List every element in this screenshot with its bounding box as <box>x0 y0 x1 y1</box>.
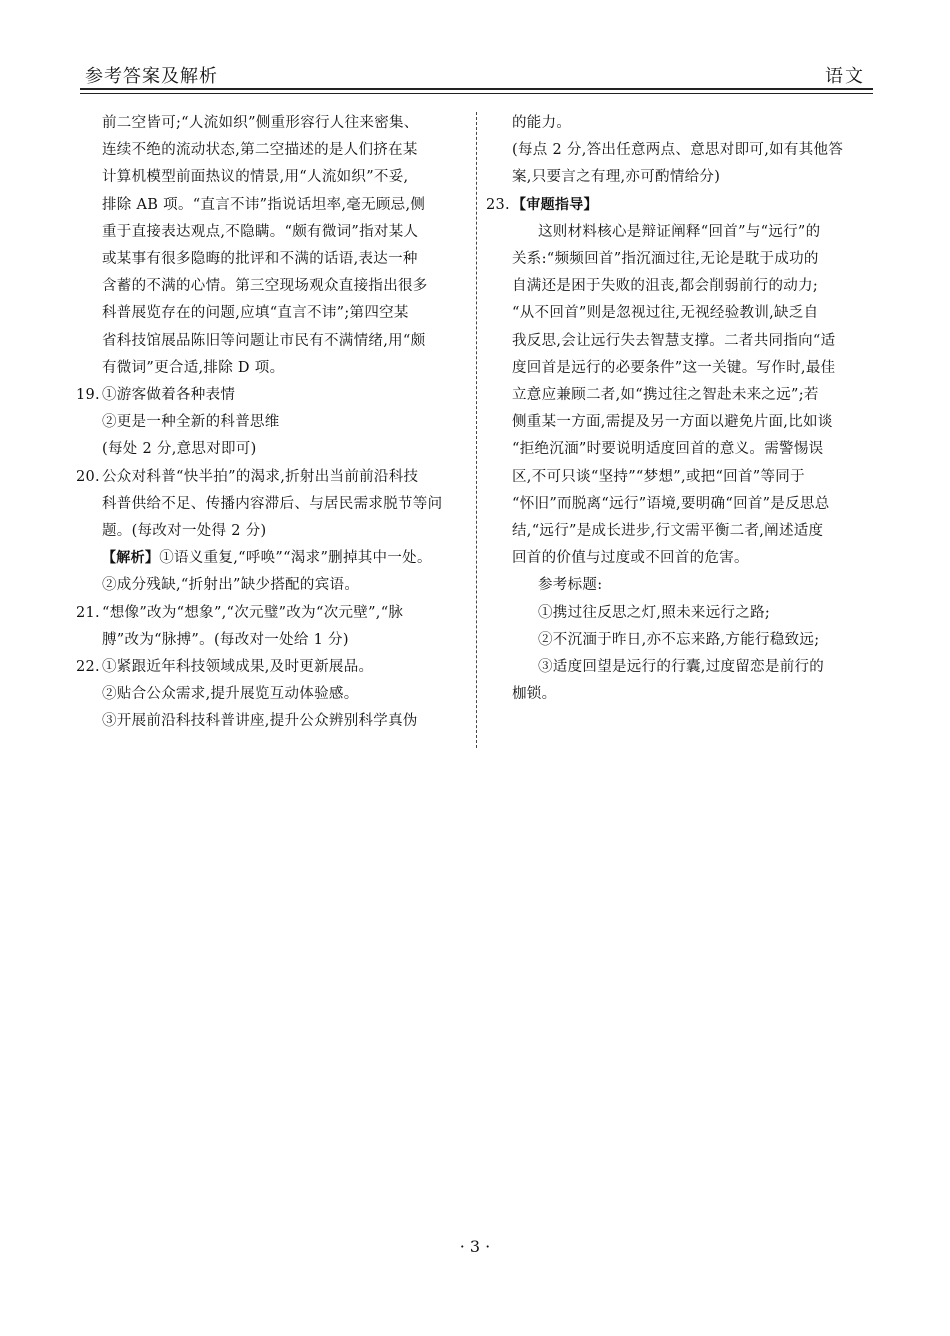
text-line: 案,只要言之有理,亦可酌情给分) <box>512 169 721 186</box>
page-number: · 3 · <box>459 1237 491 1256</box>
text-line: 省科技馆展品陈旧等问题让市民有不满情绪,用“颇 <box>102 332 426 349</box>
text-line: 结,“远行”是成长进步,行文需平衡二者,阐述适度 <box>512 523 824 540</box>
q22-continuation <box>486 110 876 192</box>
text-line: 区,不可只谈“坚持”“梦想”,或把“回首”等同于 <box>512 468 805 485</box>
text-line: 科普供给不足、传播内容滞后、与居民需求脱节等问 <box>102 495 443 512</box>
text-line: 侧重某一方面,需提及另一方面以避免片面,比如谈 <box>512 414 833 431</box>
text-line: 前二空皆可;“人流如织”侧重形容行人往来密集、 <box>102 115 419 131</box>
answer-19 <box>76 382 468 409</box>
text-line: 的能力。 <box>512 115 572 131</box>
text-line: 枷锁。 <box>512 686 557 703</box>
text-line: 膊”改为“脉搏”。(每改对一处给 1 分) <box>102 631 349 648</box>
text-line: ②贴合公众需求,提升展览互动体验感。 <box>102 686 359 703</box>
text-line: (每处 2 分,意思对即可) <box>102 441 257 458</box>
text-line: 含蓄的不满的心情。第三空现场观众直接指出很多 <box>102 278 428 295</box>
text-line: ①游客做着各种表情 <box>102 387 236 404</box>
question-number: 21. <box>76 604 100 621</box>
text-line: 排除 AB 项。“直言不讳”指说话坦率,毫无顾忌,侧 <box>102 196 426 213</box>
text-line: ②更是一种全新的科普思维 <box>102 414 280 431</box>
text-line: 计算机模型前面热议的情景,用“人流如织”不妥, <box>102 169 409 186</box>
column-divider <box>476 112 477 748</box>
header-rule-thin <box>80 93 873 94</box>
text-line: 或某事有很多隐晦的批评和不满的话语,表达一种 <box>102 251 418 268</box>
answer-23 <box>486 192 876 219</box>
text-line: 有微词”更合适,排除 D 项。 <box>102 359 285 376</box>
question-number: 19. <box>76 387 100 404</box>
text-line: 度回首是远行的必要条件”这一关键。写作时,最佳 <box>512 359 836 376</box>
question-number: 23. <box>486 196 510 213</box>
answer-21-more <box>76 627 468 654</box>
answer-22-more <box>76 681 468 735</box>
text-line: 这则材料核心是辩证阐释“回首”与“远行”的 <box>538 223 821 240</box>
text-line: “拒绝沉湎”时要说明适度回首的意义。需警惕误 <box>512 441 824 458</box>
text-line: 题。(每改对一处得 2 分) <box>102 523 267 540</box>
answer-20 <box>76 464 468 491</box>
reference-title: ②不沉湎于昨日,亦不忘来路,方能行稳致远; <box>538 631 820 648</box>
answer-19-more <box>76 409 468 463</box>
reference-titles-label: 参考标题: <box>538 577 603 594</box>
answer-23-body <box>486 219 876 709</box>
reference-title: ③适度回望是远行的行囊,过度留恋是前行的 <box>538 659 825 676</box>
text-line: 连续不绝的流动状态,第二空描述的是人们挤在某 <box>102 142 418 159</box>
text-line: “从不回首”则是忽视过往,无视经验教训,缺乏自 <box>512 305 819 322</box>
question-number: 22. <box>76 659 100 676</box>
text-line: (每点 2 分,答出任意两点、意思对即可,如有其他答 <box>512 142 844 159</box>
header-subject: 语文 <box>825 66 865 87</box>
text-line: 科普展览存在的问题,应填“直言不讳”;第四空某 <box>102 305 409 322</box>
text-line: ①紧跟近年科技领域成果,及时更新展品。 <box>102 659 374 676</box>
text-line: 重于直接表达观点,不隐瞒。“颇有微词”指对某人 <box>102 223 419 240</box>
answer-20-more <box>76 491 468 600</box>
text-line: “想像”改为“想象”,“次元璧”改为“次元壁”,“脉 <box>102 604 404 621</box>
page-header <box>80 62 873 90</box>
reference-title: ①携过往反思之灯,照未来远行之路; <box>538 604 771 621</box>
header-title: 参考答案及解析 <box>85 66 218 87</box>
answer-22 <box>76 654 468 681</box>
right-column <box>486 110 876 708</box>
text-line: 立意应兼顾二者,如“携过往之智赴未来之远”;若 <box>512 387 819 404</box>
left-column <box>76 110 468 736</box>
answer-21 <box>76 600 468 627</box>
text-line: “怀旧”而脱离“远行”语境,要明确“回首”是反思总 <box>512 495 830 512</box>
text-line: 回首的价值与过度或不回首的危害。 <box>512 550 749 567</box>
text-line: ②成分残缺,“折射出”缺少搭配的宾语。 <box>102 577 360 594</box>
q18-continuation <box>76 110 468 382</box>
header-rule-thick <box>80 88 873 90</box>
text-line: 公众对科普“快半拍”的渴求,折射出当前前沿科技 <box>102 468 419 485</box>
guidance-tag: 【审题指导】 <box>512 196 598 213</box>
analysis-tag: 【解析】 <box>102 550 160 567</box>
text-line: ③开展前沿科技科普讲座,提升公众辨别科学真伪 <box>102 713 418 730</box>
text-line: 自满还是困于失败的沮丧,都会削弱前行的动力; <box>512 278 819 295</box>
text-line: ①语义重复,“呼唤”“渴求”删掉其中一处。 <box>159 550 432 567</box>
question-number: 20. <box>76 468 100 485</box>
text-line: 关系:“频频回首”指沉湎过往,无论是耽于成功的 <box>512 251 819 268</box>
text-line: 我反思,会让远行失去智慧支撑。二者共同指向“适 <box>512 332 836 349</box>
